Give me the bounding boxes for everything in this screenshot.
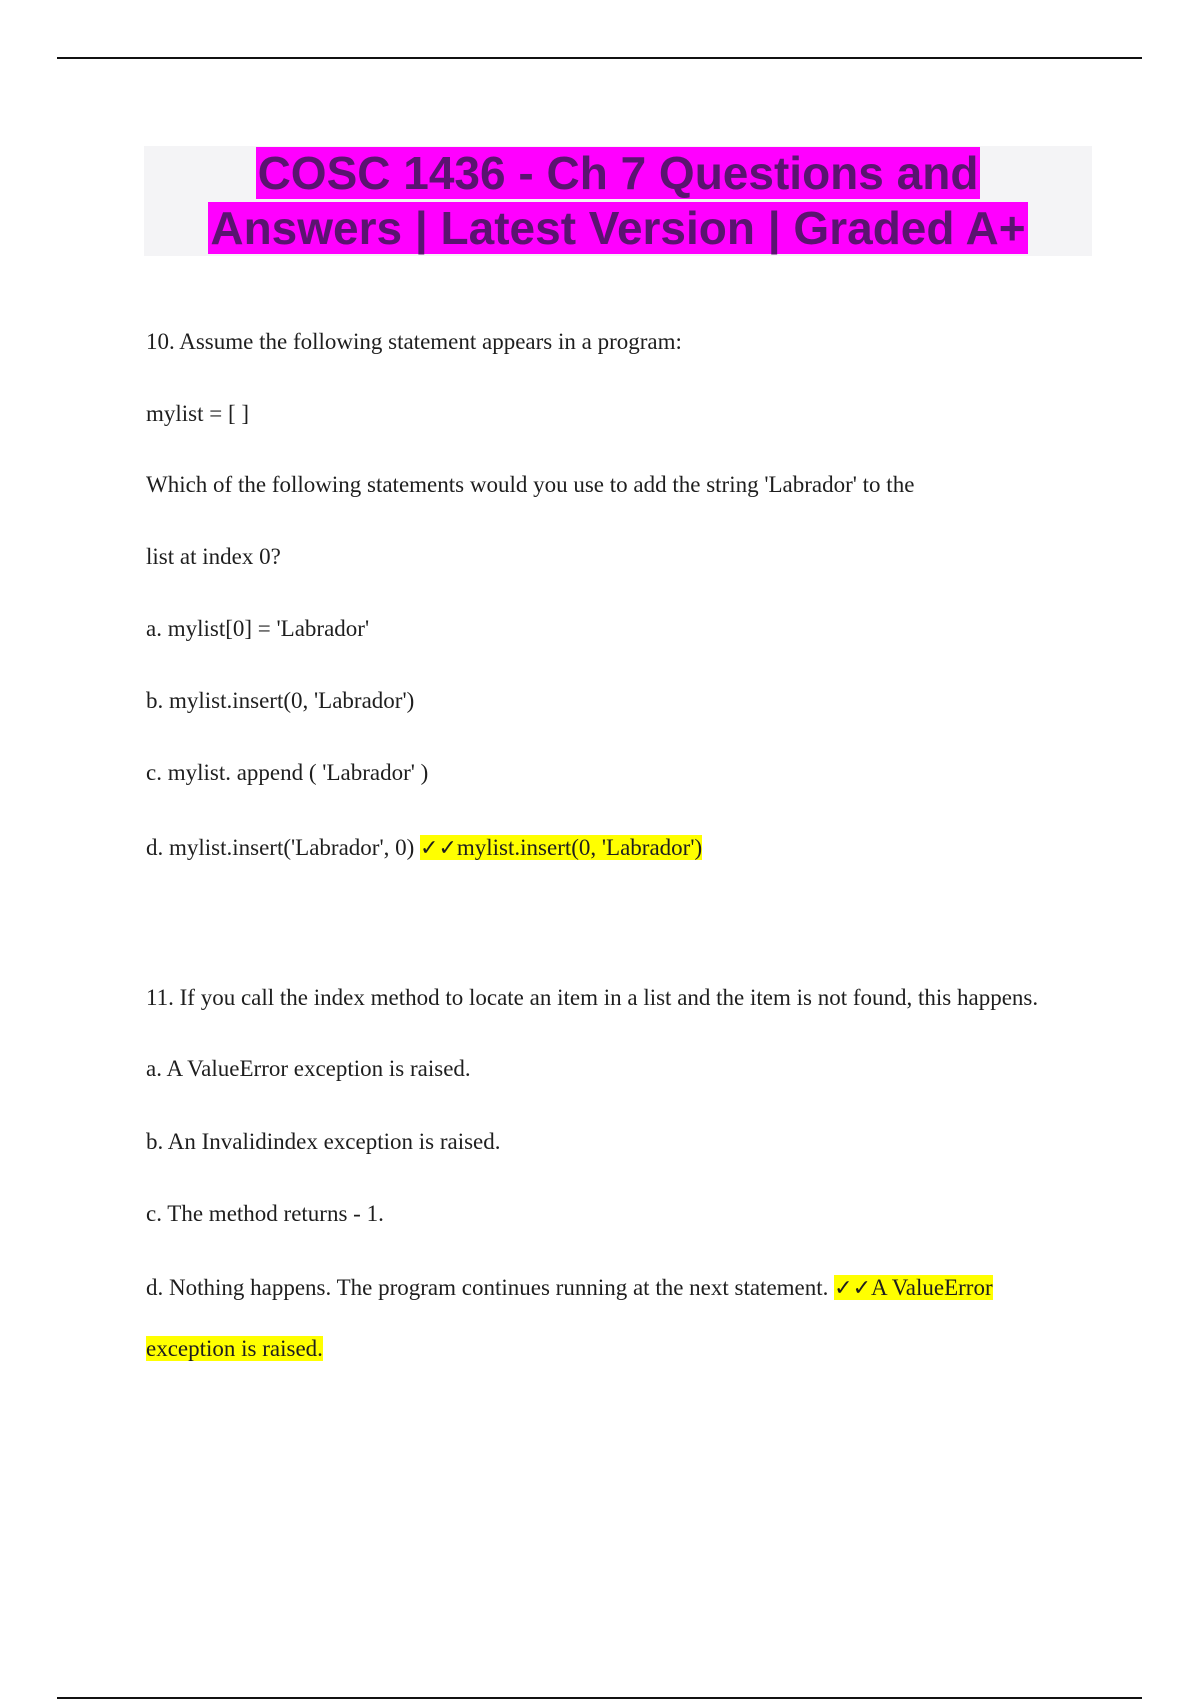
title-line-1: COSC 1436 - Ch 7 Questions and: [257, 147, 979, 199]
q10-question-line1: Which of the following statements would you use to add the string 'Labrador' to the: [146, 472, 915, 497]
q10-option-d-line: [146, 833, 702, 864]
check-mark-icon: ✓✓: [834, 1276, 872, 1301]
top-rule: [57, 57, 1142, 59]
q10-answer-highlight: [420, 835, 702, 860]
q10-option-d: d. mylist.insert('Labrador', 0): [146, 835, 415, 860]
q11-option-d: d. Nothing happens. The program continues running at the next statement.: [146, 1275, 829, 1300]
q11-answer-text-part1: A ValueError: [871, 1275, 993, 1300]
q10-option-b: b. mylist.insert(0, 'Labrador'): [146, 688, 415, 713]
q11-answer-line2: [146, 1334, 323, 1364]
q11-option-b: b. An Invalidindex exception is raised.: [146, 1129, 501, 1154]
q11-answer-highlight: [834, 1275, 992, 1300]
title-line-2: Answers | Latest Version | Graded A+: [210, 202, 1026, 254]
bottom-rule: [57, 1697, 1142, 1699]
q10-option-a: a. mylist[0] = 'Labrador': [146, 616, 370, 641]
q10-answer-text: mylist.insert(0, 'Labrador'): [456, 835, 703, 860]
q10-code: mylist = [ ]: [146, 401, 250, 426]
q10-option-c: c. mylist. append ( 'Labrador' ): [146, 760, 429, 785]
check-mark-icon: ✓✓: [420, 836, 457, 861]
q10-question-line2: list at index 0?: [146, 544, 281, 569]
q11-option-d-line: [146, 1273, 993, 1304]
q10-prompt: 10. Assume the following statement appears in a program:: [146, 329, 682, 354]
document-title: [144, 146, 1092, 256]
q11-prompt: 11. If you call the index method to locate an item in a list and the item is not found, this happens.: [146, 985, 1039, 1010]
q11-option-a: a. A ValueError exception is raised.: [146, 1056, 471, 1081]
q11-option-c: c. The method returns - 1.: [146, 1201, 384, 1226]
q11-answer-text-part2: exception is raised.: [146, 1336, 323, 1361]
